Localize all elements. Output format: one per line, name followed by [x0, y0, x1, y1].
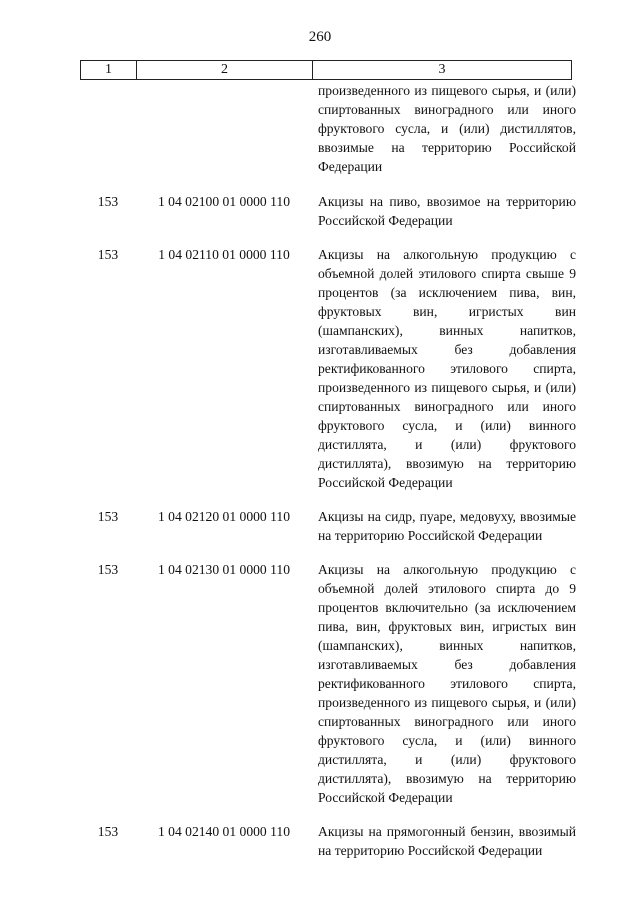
admin-code-cell: 153	[97, 247, 119, 262]
budget-code-cell	[136, 81, 312, 176]
admin-code-cell	[80, 81, 136, 176]
table-body	[80, 81, 580, 860]
header-col-3: 3	[438, 62, 446, 77]
budget-code-cell: 1 04 02110 01 0000 110	[158, 247, 290, 262]
header-col-1: 1	[81, 61, 137, 79]
header-col-2: 2	[137, 61, 313, 79]
admin-code-cell: 153	[97, 562, 119, 577]
description-cell: Акцизы на прямогонный бензин, ввозимый на территорию Российской Федерации	[318, 824, 576, 858]
table-row	[80, 507, 580, 545]
table-row	[80, 192, 580, 230]
page-number: 260	[308, 29, 332, 45]
admin-code-cell: 153	[97, 509, 119, 524]
description-cell: Акцизы на сидр, пуаре, медовуху, ввозимые на территорию Российской Федерации	[318, 509, 576, 543]
budget-code-cell: 1 04 02140 01 0000 110	[157, 824, 291, 839]
table-row	[80, 560, 580, 807]
table-header-row	[80, 60, 572, 80]
description-cell: произведенного из пищевого сырья, и (или) спиртованных виноградного или иного фруктового сусла, и (или) дистиллятов, ввозимые на территорию Российской Федерации	[318, 83, 576, 174]
description-cell: Акцизы на алкогольную продукцию с объемной долей этилового спирта до 9 процентов включительно (за исключением пива, вин, фруктовых вин, игристых вин (шампанских), винных напитков, изготавливаемых без добавления ректификованного этилового спирта, произведенного из пищевого сырья, и (или) спиртованных виноградного или иного фруктового сусла, и (или) винного дистиллята, и (или) фруктового дистиллята), ввозимую на территорию Российской Федерации	[318, 562, 576, 805]
table-row	[80, 245, 580, 492]
table-row	[80, 81, 580, 176]
budget-code-cell: 1 04 02120 01 0000 110	[157, 509, 291, 524]
admin-code-cell: 153	[97, 824, 119, 839]
admin-code-cell: 153	[97, 194, 119, 209]
budget-code-cell: 1 04 02100 01 0000 110	[157, 194, 291, 209]
table-row	[80, 822, 580, 860]
description-cell: Акцизы на пиво, ввозимое на территорию Российской Федерации	[318, 194, 576, 228]
budget-code-cell: 1 04 02130 01 0000 110	[157, 562, 291, 577]
description-cell: Акцизы на алкогольную продукцию с объемной долей этилового спирта свыше 9 процентов (за исключением пива, вин, фруктовых вин, игристых вин (шампанских), винных напитков, изготавливаемых без добавления ректификованного этилового спирта, произведенного из пищевого сырья, и (или) спиртованных виноградного или иного фруктового сусла, и (или) винного дистиллята, и (или) фруктового дистиллята), ввозимую на территорию Российской Федерации	[318, 247, 576, 490]
